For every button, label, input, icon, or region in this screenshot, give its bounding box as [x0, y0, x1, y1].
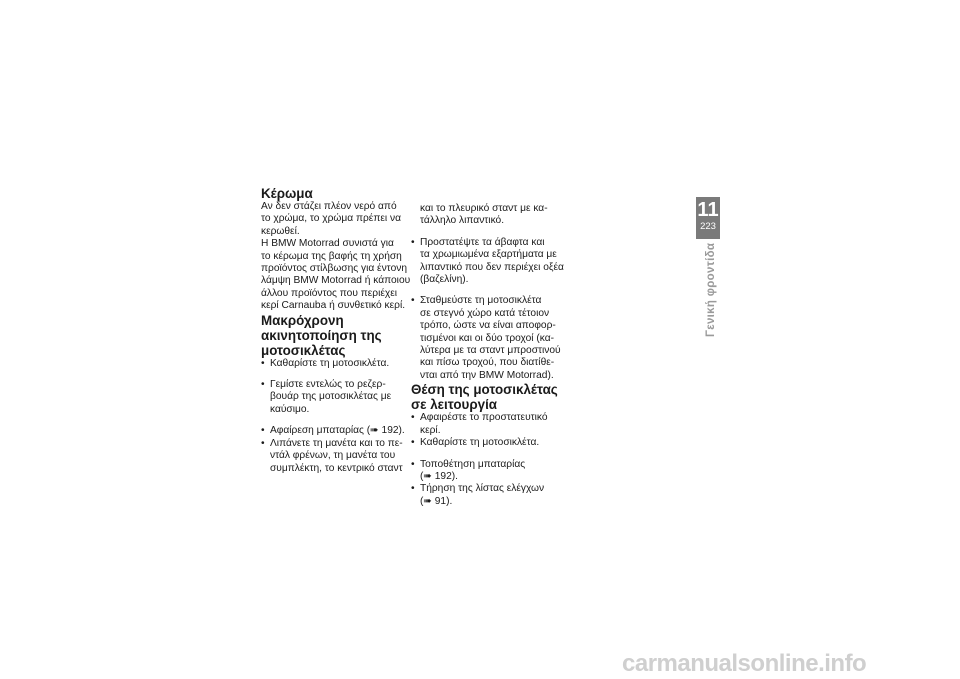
- chapter-title: Γενική φροντίδα: [705, 243, 717, 338]
- list-item: • Σταθμεύστε τη μοτοσικλέτα σε στεγνό χώρο κατά τέτοιον τρόπο, ώστε να είναι αποφορ- τισμένοι και οι δύο τροχοί (κα- λύτερα με τα σταντ μπροστινού και πίσω τροχού, που διατίθε- νται από την BMW Motorrad).: [411, 295, 591, 382]
- paragraph-waxing-1: Αν δεν στάζει πλέον νερό από το χρώμα, το χρώμα πρέπει να κερωθεί. Η BMW Motorrad συνιστά για το κέρωμα της βαφής τη χρήση προϊόντος στίλβωσης για έντονη λάμψη BMW Motorrad ή κάποιου άλλου προϊόντος που περιέχει κερί Carnauba ή συνθετικό κερί.: [261, 201, 411, 312]
- list-item: • Αφαιρέστε το προστατευτικό κερί.: [411, 412, 591, 437]
- list-item: • Καθαρίστε τη μοτοσικλέτα.: [411, 437, 591, 449]
- service-list: [411, 412, 591, 508]
- list-item: • Καθαρίστε τη μοτοσικλέτα.: [261, 358, 441, 370]
- heading-long-storage: Μακρόχρονη ακινητοποίηση της μοτοσικλέτας: [261, 312, 382, 358]
- list-item: • Προστατέψτε τα άβαφτα και τα χρωμιωμένα εξαρτήματα με λιπαντικό που δεν περιέχει οξέα (βαζελίνη).: [411, 237, 591, 287]
- list-item-continued: και το πλευρικό σταντ με κα- τάλληλο λιπαντικό.: [420, 203, 548, 227]
- right-column: [411, 203, 591, 508]
- list-item: • Λιπάνετε τη μανέτα και το πε- ντάλ φρένων, τη μανέτα του συμπλέκτη, το κεντρικό σταντ: [261, 438, 441, 475]
- page-number: 223: [700, 221, 716, 232]
- chapter-number: 11: [697, 199, 719, 221]
- list-item: • Γεμίστε εντελώς το ρεζερ- βουάρ της μοτοσικλέτας με καύσιμο.: [261, 379, 441, 416]
- heading-waxing: Κέρωμα: [261, 186, 313, 201]
- list-item: • Τήρηση της λίστας ελέγχων (➠ 91).: [411, 483, 591, 508]
- storage-list-continued: [411, 203, 591, 382]
- list-item: • Αφαίρεση μπαταρίας (➠ 192).: [261, 425, 441, 437]
- watermark[interactable]: carmanualsonline.info: [622, 650, 867, 677]
- heading-return-to-service: Θέση της μοτοσικλέτας σε λειτουργία: [411, 382, 558, 413]
- list-item: • Τοποθέτηση μπαταρίας (➠ 192).: [411, 459, 591, 484]
- chapter-tab: [696, 197, 720, 239]
